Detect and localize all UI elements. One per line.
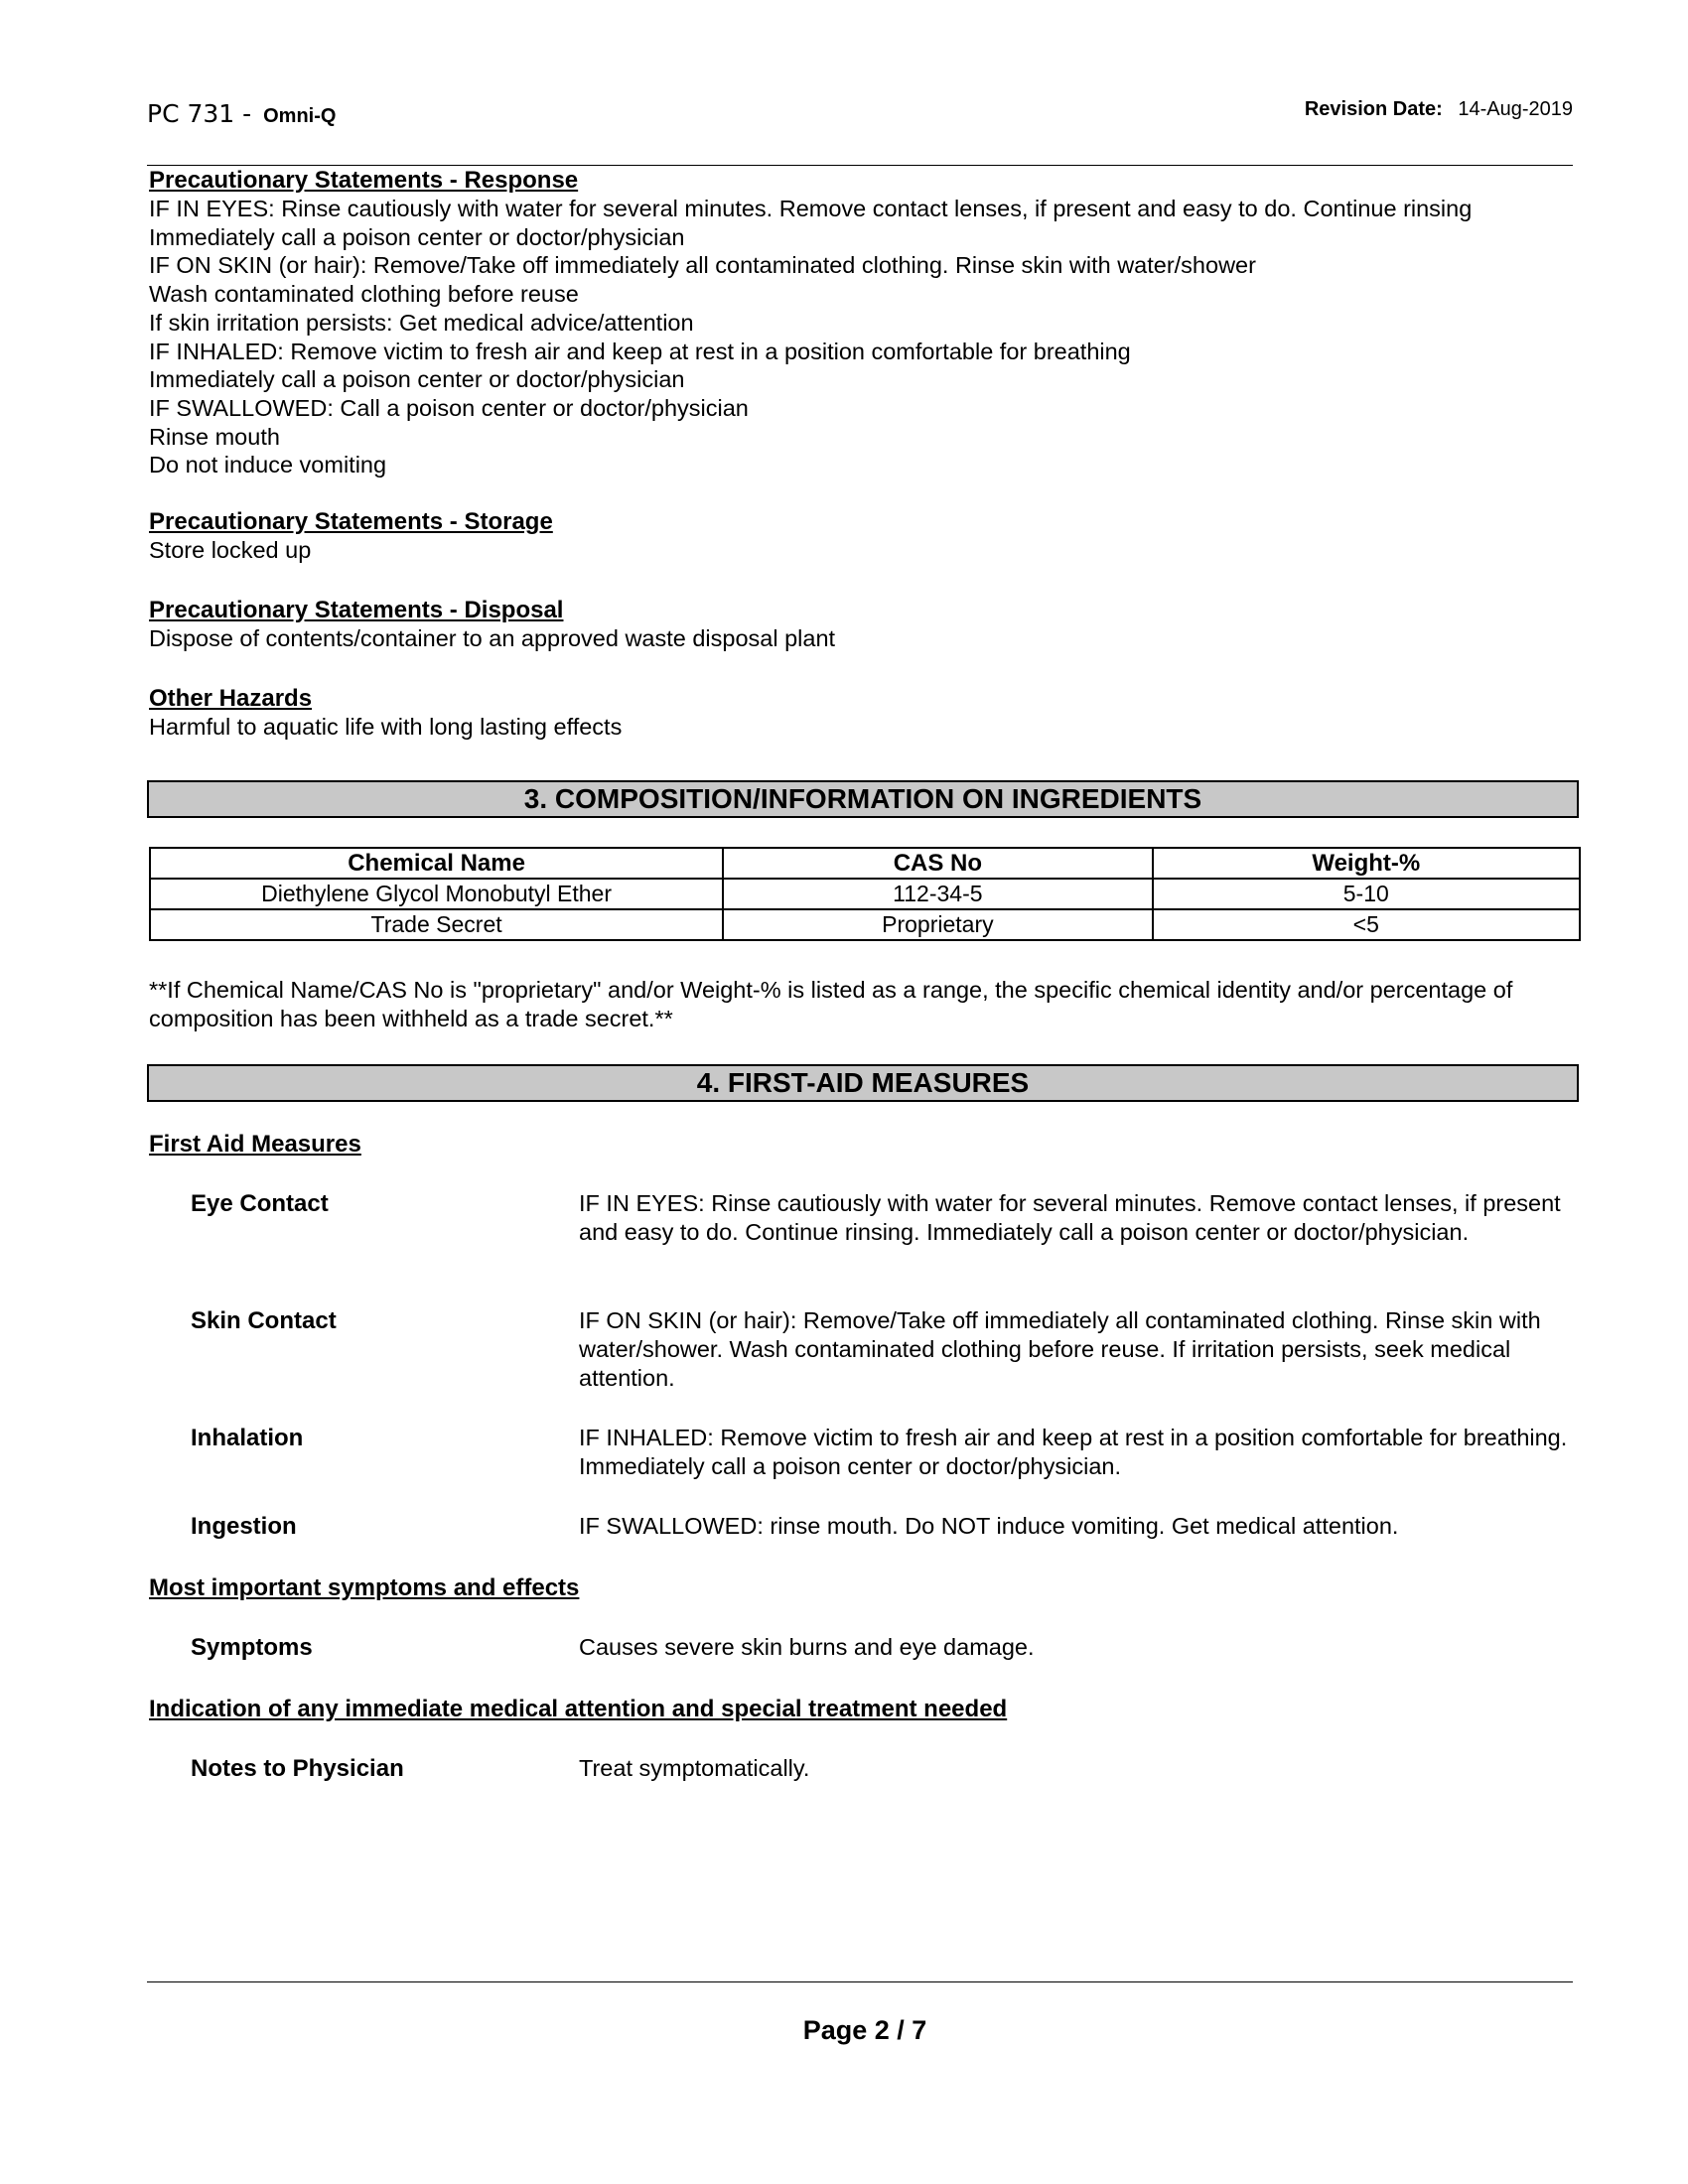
- table-row: [150, 879, 1580, 909]
- page-indicator: [0, 2015, 1688, 2046]
- page-number: 2 / 7: [874, 2015, 927, 2045]
- medical-attention-heading: Indication of any immediate medical attention and special treatment needed: [149, 1696, 1008, 1722]
- response-line: If skin irritation persists: Get medical advice/attention: [149, 309, 694, 336]
- section-4-header: 4. FIRST-AID MEASURES: [147, 1064, 1579, 1102]
- response-line: IF SWALLOWED: Call a poison center or doctor/physician: [149, 394, 749, 421]
- document-id: [147, 99, 336, 128]
- revision-date-value: 14-Aug-2019: [1458, 98, 1573, 120]
- first-aid-heading: First Aid Measures: [149, 1131, 361, 1158]
- response-line: Immediately call a poison center or doctor/physician: [149, 366, 685, 393]
- physician-notes-label: Notes to Physician: [191, 1755, 404, 1782]
- eye-contact-label: Eye Contact: [191, 1190, 329, 1217]
- response-line: IF IN EYES: Rinse cautiously with water for several minutes. Remove contact lenses, if present and easy to do. Continue rinsing: [149, 196, 1473, 221]
- section-3-header: 3. COMPOSITION/INFORMATION ON INGREDIENTS: [147, 780, 1579, 818]
- inhalation-label: Inhalation: [191, 1425, 304, 1451]
- footer-divider: [147, 1981, 1573, 1982]
- eye-contact-text: IF IN EYES: Rinse cautiously with water for several minutes. Remove contact lenses, if present and easy to do. Continue rinsing. Immediately call a poison center or doctor/physician.: [579, 1190, 1561, 1245]
- chemical-name-cell: Diethylene Glycol Monobutyl Ether: [150, 879, 723, 909]
- response-line: Do not induce vomiting: [149, 452, 387, 478]
- disposal-text: Dispose of contents/container to an approved waste disposal plant: [149, 625, 836, 651]
- cas-no-cell: Proprietary: [723, 909, 1152, 940]
- cas-no-cell: 112-34-5: [723, 879, 1152, 909]
- skin-contact-text: IF ON SKIN (or hair): Remove/Take off immediately all contaminated clothing. Rinse skin with water/shower. Wash contaminated clothing before reuse. If irritation persists, seek medical attention.: [579, 1307, 1541, 1391]
- revision-label: Revision Date:: [1304, 98, 1443, 120]
- column-header: CAS No: [723, 848, 1152, 879]
- response-line: Rinse mouth: [149, 423, 280, 450]
- weight-cell: 5-10: [1153, 879, 1580, 909]
- column-header: Chemical Name: [150, 848, 723, 879]
- page-label: Page: [802, 2015, 868, 2045]
- other-hazards-text: Harmful to aquatic life with long lasting effects: [149, 714, 623, 740]
- table-header-row: [150, 848, 1580, 879]
- response-line: Wash contaminated clothing before reuse: [149, 281, 579, 308]
- skin-contact-label: Skin Contact: [191, 1307, 337, 1334]
- doc-code: PC 731 -: [147, 99, 252, 128]
- response-statements: [149, 195, 1472, 479]
- product-name: Omni-Q: [263, 105, 337, 127]
- disposal-heading: Precautionary Statements - Disposal: [149, 597, 564, 623]
- symptoms-text: Causes severe skin burns and eye damage.: [579, 1634, 1035, 1660]
- symptoms-label: Symptoms: [191, 1634, 313, 1661]
- chemical-name-cell: Trade Secret: [150, 909, 723, 940]
- column-header: Weight-%: [1153, 848, 1580, 879]
- revision-date: [1092, 98, 1573, 121]
- ingestion-label: Ingestion: [191, 1513, 297, 1540]
- physician-notes-text: Treat symptomatically.: [579, 1755, 810, 1781]
- symptoms-heading: Most important symptoms and effects: [149, 1574, 580, 1601]
- storage-heading: Precautionary Statements - Storage: [149, 508, 553, 535]
- response-line: Immediately call a poison center or doctor/physician: [149, 223, 685, 250]
- other-hazards-heading: Other Hazards: [149, 685, 313, 712]
- response-line: IF INHALED: Remove victim to fresh air and keep at rest in a position comfortable for breathing: [149, 338, 1131, 364]
- response-line: IF ON SKIN (or hair): Remove/Take off immediately all contaminated clothing. Rinse skin with water/shower: [149, 252, 1256, 279]
- ingredients-table: [149, 847, 1581, 941]
- inhalation-text: IF INHALED: Remove victim to fresh air and keep at rest in a position comfortable for breathing. Immediately call a poison center or doctor/physician.: [579, 1425, 1568, 1479]
- ingestion-text: IF SWALLOWED: rinse mouth. Do NOT induce vomiting. Get medical attention.: [579, 1513, 1399, 1539]
- trade-secret-note: **If Chemical Name/CAS No is "proprietary" and/or Weight-% is listed as a range, the specific chemical identity and/or percentage of composition has been withheld as a trade secret.**: [149, 977, 1513, 1031]
- table-row: [150, 909, 1580, 940]
- response-heading: Precautionary Statements - Response: [149, 167, 579, 194]
- weight-cell: <5: [1153, 909, 1580, 940]
- storage-text: Store locked up: [149, 537, 312, 563]
